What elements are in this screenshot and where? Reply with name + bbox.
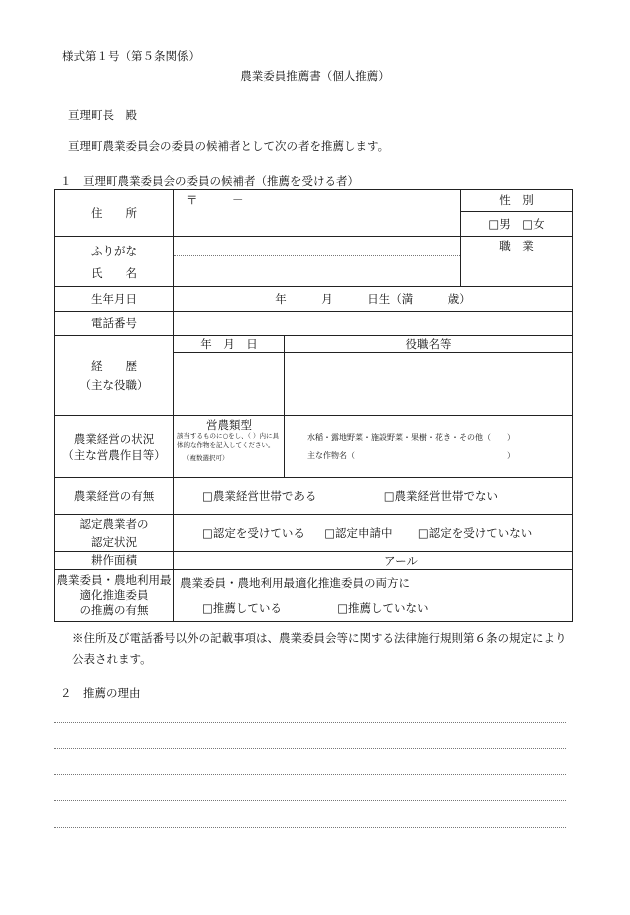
dual-label-3: の推薦の有無 [79, 603, 149, 617]
career-date-header: 年 月 日 [174, 336, 285, 353]
reason-line[interactable] [54, 800, 566, 801]
farm-type-note: 該当するものに○をし、（ ）内に具体的な作物を記入してください。 [177, 432, 279, 449]
address-field[interactable] [174, 190, 461, 237]
main-crop-field[interactable]: 主な作物名（ ） [307, 450, 515, 460]
dual-no[interactable]: □推薦していない [337, 600, 429, 615]
name-label: 氏 名 [91, 265, 137, 280]
reason-line[interactable] [54, 827, 566, 828]
certified-label: 認定農業者の [79, 517, 149, 531]
gender-options[interactable]: □男 □女 [488, 217, 545, 231]
farm-status-label: 農業経営の状況 [73, 431, 155, 446]
career-sublabel: （主な役職） [79, 377, 149, 392]
crops-options[interactable]: 水稲・露地野菜・施設野菜・果樹・花き・その他（ ） [307, 432, 515, 442]
candidate-table [54, 189, 573, 622]
address-label: 住 所 [55, 190, 174, 237]
farm-type-title: 営農類型 [206, 418, 252, 432]
form-number: 様式第１号（第５条関係） [62, 49, 200, 63]
disclosure-note: ※住所及び電話番号以外の記載事項は、農業委員会等に関する法律施行規則第６条の規定により公表されます。 [72, 631, 567, 666]
furigana-field[interactable] [174, 237, 460, 256]
furigana-label: ふりがな [91, 243, 137, 258]
reason-line[interactable] [54, 774, 566, 775]
farm-status-sublabel: （主な営農作目等） [62, 447, 166, 462]
career-role-header: 役職名等 [285, 336, 573, 353]
management-label: 農業経営の有無 [55, 478, 174, 515]
area-unit: アール [384, 553, 418, 568]
dual-label-1: 農業委員・農地利用最 [56, 573, 172, 587]
name-field[interactable] [174, 256, 460, 286]
dual-label-2: 適化推進委員 [79, 588, 149, 602]
certified-no[interactable]: □認定を受けていない [417, 526, 533, 540]
area-label: 耕作面積 [55, 552, 174, 570]
career-role-field[interactable] [285, 353, 573, 416]
farm-type-multi: （複数選択可） [183, 454, 229, 462]
section2-heading: ２ 推薦の理由 [60, 686, 141, 700]
occupation-label: 職 業 [499, 239, 534, 253]
dual-yes[interactable]: □推薦している [202, 600, 282, 615]
birthdate-label: 生年月日 [55, 287, 174, 312]
certified-sublabel: 認定状況 [91, 535, 137, 549]
career-label: 経 歴 [91, 358, 137, 373]
phone-label: 電話番号 [55, 312, 174, 336]
section1-heading: １ 亘理町農業委員会の委員の候補者（推薦を受ける者） [60, 174, 359, 188]
dual-question: 農業委員・農地利用最適化推進委員の両方に [180, 575, 410, 590]
certified-yes[interactable]: □認定を受けている [202, 526, 305, 540]
certified-applying[interactable]: □認定申請中 [324, 526, 393, 540]
document-title: 農業委員推薦書（個人推薦） [240, 69, 390, 83]
intro-text: 亘理町農業委員会の委員の候補者として次の者を推薦します。 [68, 139, 390, 153]
occupation-field[interactable] [461, 255, 572, 285]
addressee: 亘理町長 殿 [68, 108, 137, 122]
management-yes[interactable]: □農業経営世帯である [202, 489, 317, 503]
reason-line[interactable] [54, 748, 566, 749]
birthdate-field[interactable]: 年 月 日生（満 歳） [174, 287, 573, 312]
reason-line[interactable] [54, 722, 566, 723]
postal-mark: 〒 － [186, 193, 244, 207]
career-date-field[interactable] [174, 353, 285, 416]
area-field[interactable] [174, 552, 573, 570]
management-no[interactable]: □農業経営世帯でない [383, 489, 499, 503]
gender-label: 性 別 [461, 190, 572, 212]
phone-field[interactable] [174, 312, 573, 336]
